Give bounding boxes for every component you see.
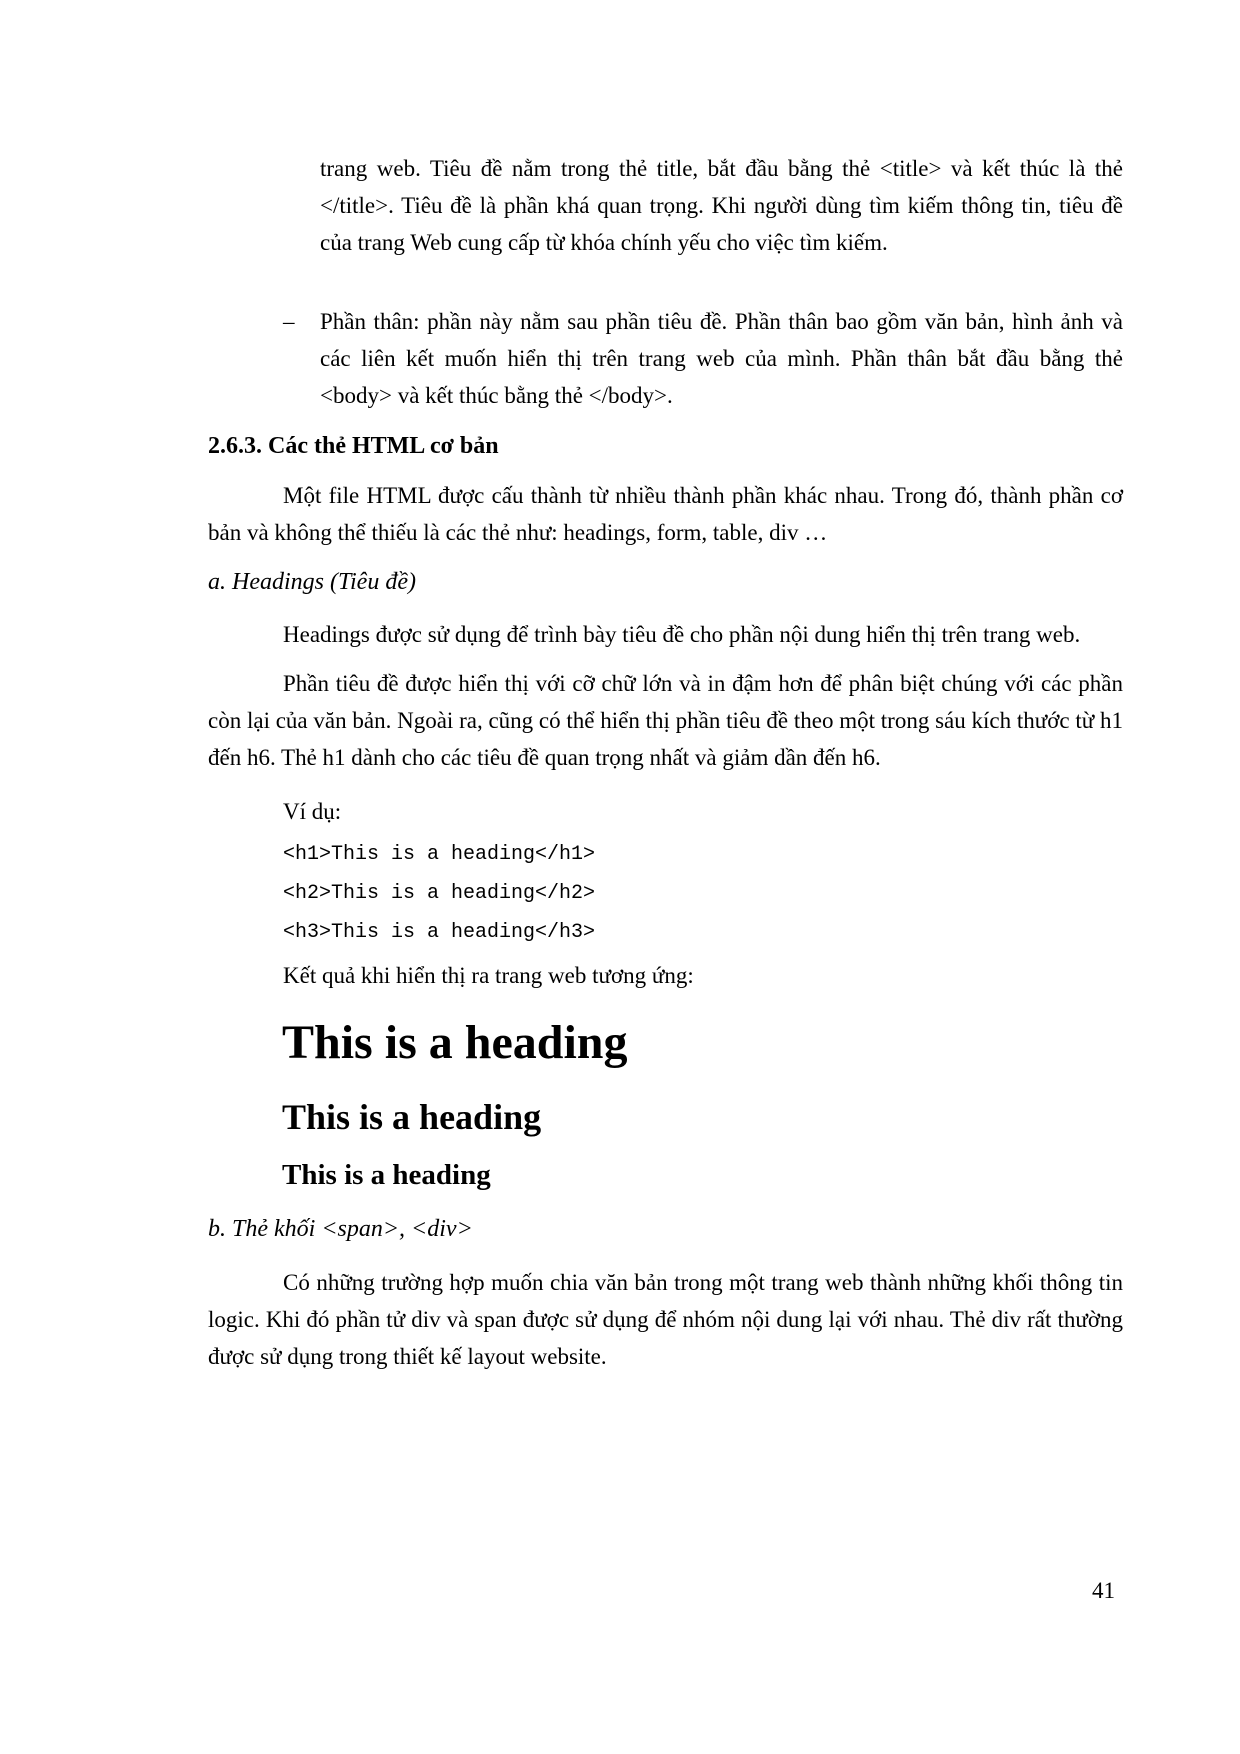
result-label: Kết quả khi hiển thị ra trang web tương ứng:	[283, 963, 694, 988]
paragraph-headings-purpose: Headings được sử dụng để trình bày tiêu đề cho phần nội dung hiển thị trên trang web.	[283, 622, 1081, 647]
page-number: 41	[1092, 1578, 1115, 1603]
page-content	[208, 0, 1123, 1375]
rendered-heading-h2: This is a heading	[282, 1097, 542, 1137]
code-line-h3: <h3>This is a heading</h3>	[283, 921, 596, 944]
paragraph-title-continuation: trang web. Tiêu đề nằm trong thẻ title, bắt đầu bằng thẻ <title> và kết thúc là thẻ </title>. Tiêu đề là phần khá quan trọng. Khi người dùng tìm kiếm thông tin, tiêu đề của trang Web cung cấp từ khóa chính yếu cho việc tìm kiếm.	[320, 156, 1123, 255]
subheading-a-headings: a. Headings (Tiêu đề)	[208, 569, 416, 595]
code-example-block	[208, 842, 1123, 945]
section-heading-2-6-3: 2.6.3. Các thẻ HTML cơ bản	[208, 433, 499, 459]
subheading-b-block-tags: b. Thẻ khối <span>, <div>	[208, 1216, 473, 1242]
bullet-dash: –	[283, 309, 295, 334]
rendered-heading-h3: This is a heading	[282, 1159, 491, 1191]
list-item-body-part	[208, 303, 1123, 414]
paragraph-heading-sizes: Phần tiêu đề được hiển thị với cỡ chữ lớn và in đậm hơn để phân biệt chúng với các phần còn lại của văn bản. Ngoài ra, cũng có thể hiển thị phần tiêu đề theo một trong sáu kích thước từ h1 đến h6. Thẻ h1 dành cho các tiêu đề quan trọng nhất và giảm dần đến h6.	[208, 671, 1123, 770]
list-item-text: Phần thân: phần này nằm sau phần tiêu đề. Phần thân bao gồm văn bản, hình ảnh và các liên kết muốn hiển thị trên trang web của mình. Phần thân bắt đầu bằng thẻ <body> và kết thúc bằng thẻ </body>.	[320, 309, 1123, 408]
code-line-h1: <h1>This is a heading</h1>	[283, 843, 596, 866]
code-line-h2: <h2>This is a heading</h2>	[283, 882, 596, 905]
example-label: Ví dụ:	[283, 799, 342, 824]
paragraph-div-span: Có những trường hợp muốn chia văn bản trong một trang web thành những khối thông tin logic. Khi đó phần tử div và span được sử dụng để nhóm nội dung lại với nhau. Thẻ div rất thường được sử dụng trong thiết kế layout website.	[208, 1270, 1123, 1369]
rendered-heading-h1: This is a heading	[282, 1016, 628, 1069]
paragraph-section-intro: Một file HTML được cấu thành từ nhiều thành phần khác nhau. Trong đó, thành phần cơ bản và không thể thiếu là các thẻ như: headings, form, table, div …	[208, 483, 1123, 545]
